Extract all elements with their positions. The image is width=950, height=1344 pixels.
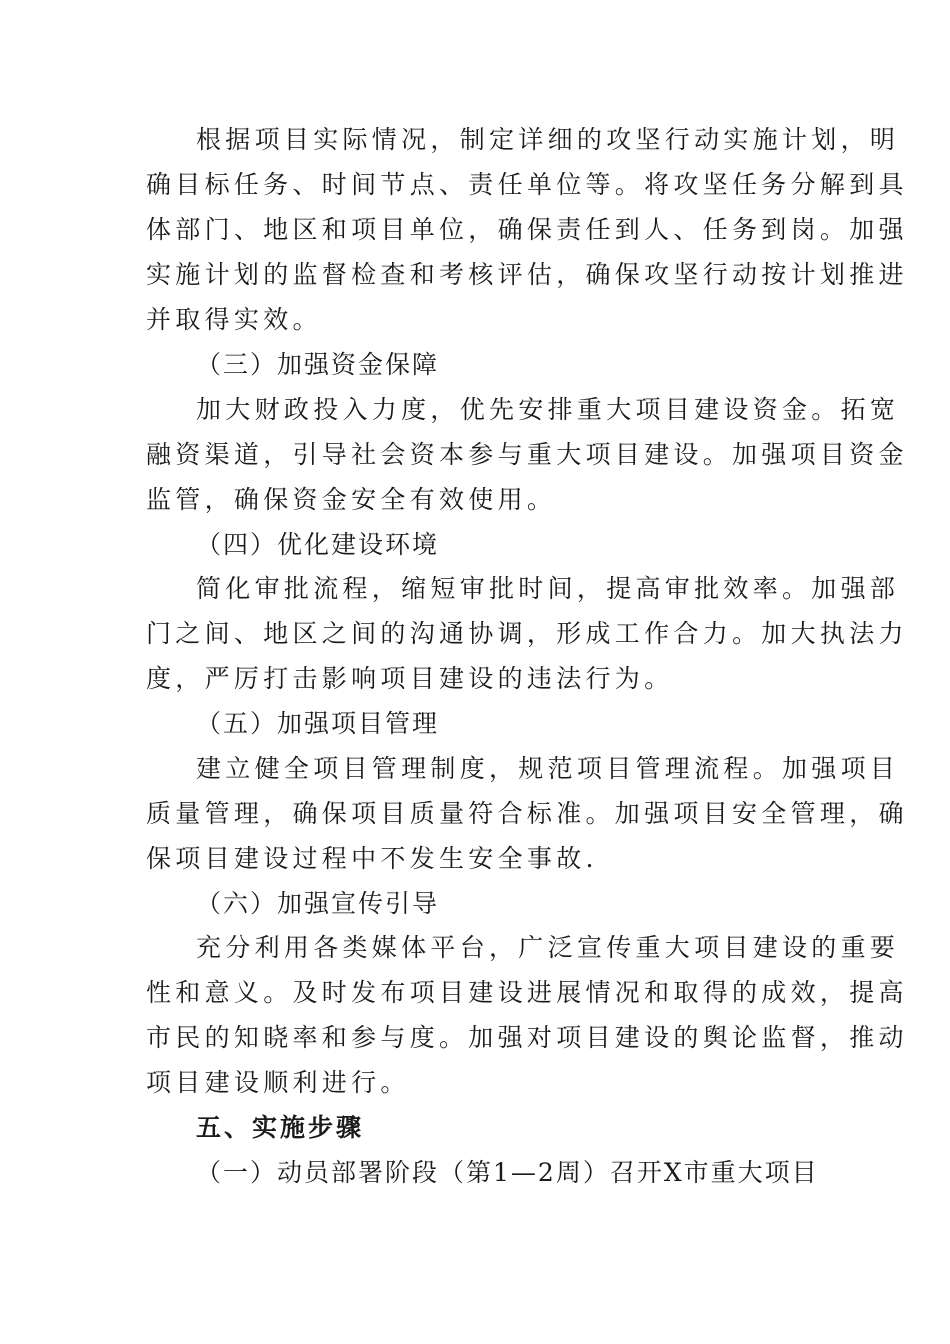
paragraph-line: 确目标任务、时间节点、责任单位等。将攻坚任务分解到具 <box>146 170 908 199</box>
paragraph-line: 融资渠道，引导社会资本参与重大项目建设。加强项目资金 <box>146 440 908 469</box>
paragraph-line: 充分利用各类媒体平台，广泛宣传重大项目建设的重要 <box>196 933 900 962</box>
paragraph-line: 体部门、地区和项目单位，确保责任到人、任务到岗。加强 <box>146 215 908 244</box>
paragraph-line: 保项目建设过程中不发生安全事故. <box>146 844 598 873</box>
paragraph-line: 实施计划的监督检查和考核评估，确保攻坚行动按计划推进 <box>146 260 908 289</box>
paragraph-line: 门之间、地区之间的沟通协调，形成工作合力。加大执法力 <box>146 619 908 648</box>
paragraph-line: 项目建设顺利进行。 <box>146 1068 410 1097</box>
paragraph-line: 质量管理，确保项目质量符合标准。加强项目安全管理，确 <box>146 799 908 828</box>
paragraph-line: 性和意义。及时发布项目建设进展情况和取得的成效，提高 <box>146 978 908 1007</box>
section-heading: （六）加强宣传引导 <box>196 889 440 918</box>
paragraph-line: 建立健全项目管理制度，规范项目管理流程。加强项目 <box>196 754 900 783</box>
paragraph-line: 加大财政投入力度，优先安排重大项目建设资金。拓宽 <box>196 395 900 424</box>
chapter-heading: 五、实施步骤 <box>196 1113 365 1142</box>
section-heading: （四）优化建设环境 <box>196 530 440 559</box>
section-heading: （三）加强资金保障 <box>196 350 440 379</box>
paragraph-line: 监管，确保资金安全有效使用。 <box>146 485 557 514</box>
paragraph-line: 简化审批流程，缩短审批时间，提高审批效率。加强部 <box>196 574 900 603</box>
step-line: （一）动员部署阶段（第1—2周）召开X市重大项目 <box>196 1158 819 1187</box>
paragraph-line: 度，严厉打击影响项目建设的违法行为。 <box>146 664 674 693</box>
paragraph-line: 并取得实效。 <box>146 305 322 334</box>
section-heading: （五）加强项目管理 <box>196 709 440 738</box>
paragraph-line: 根据项目实际情况，制定详细的攻坚行动实施计划，明 <box>196 125 900 154</box>
paragraph-line: 市民的知晓率和参与度。加强对项目建设的舆论监督，推动 <box>146 1023 908 1052</box>
